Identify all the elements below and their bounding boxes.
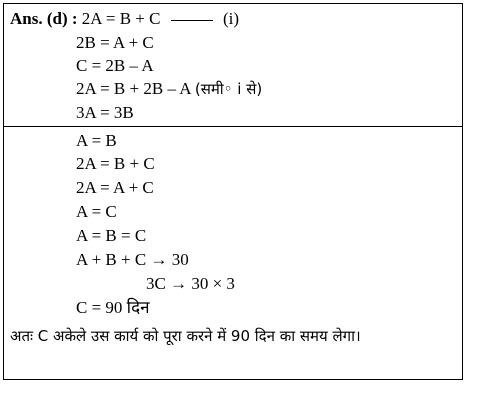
- equation-11: A + B + C → 30: [76, 250, 189, 269]
- reference-rule: [171, 20, 213, 21]
- equation-4-reference: (समी◦ i से): [194, 80, 263, 98]
- equation-9: A = C: [76, 202, 117, 221]
- equation-2: 2B = A + C: [76, 33, 154, 52]
- solution-top-box: [3, 3, 463, 127]
- equation-13: C = 90 दिन: [76, 298, 150, 317]
- equation-1: 2A = B + C: [81, 9, 161, 28]
- equation-3: C = 2B – A: [76, 56, 154, 75]
- equation-12: 3C → 30 × 3: [146, 274, 235, 293]
- equation-6: A = B: [76, 131, 117, 150]
- equation-10: A = B = C: [76, 226, 147, 245]
- equation-4-line: [76, 78, 262, 100]
- equation-5: 3A = 3B: [76, 103, 134, 122]
- answer-line: [10, 8, 239, 30]
- equation-4: 2A = B + 2B – A: [76, 79, 191, 98]
- answer-label: Ans. (d) :: [10, 9, 78, 28]
- equation-7: 2A = B + C: [76, 154, 155, 173]
- equation-8: 2A = A + C: [76, 178, 154, 197]
- equation-ref: (i): [223, 9, 240, 28]
- conclusion-text: अतः C अकेले उस कार्य को पूरा करने में 90 दिन का समय लेगा।: [10, 327, 361, 345]
- solution-bottom-box: [3, 126, 463, 380]
